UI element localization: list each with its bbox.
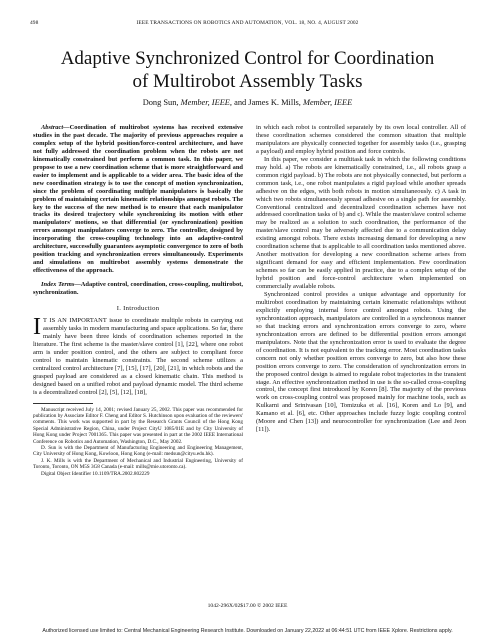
running-header: [30, 20, 465, 30]
author-2-title: Member, IEEE: [302, 98, 353, 107]
drop-cap: I: [33, 313, 41, 340]
abstract-label: Abstract—: [41, 124, 70, 131]
index-terms: [33, 281, 243, 297]
index-terms-label: Index Terms—: [41, 281, 81, 289]
right-paragraph-2: In this paper, we consider a multitask task in which the following conditions may hold. a) The robots are kinematically constrained, i.e., all robots grasp a common rigid payload. b) The robots are not physically connected, but perform a common task, i.e., one robot manipulates a rigid payload while another spreads adhesive on the edges, with both robots in motion simultaneously. c) A task in which two robots simultaneously spread adhesive on a single path for assembly. Conventional centralized and decentralized coordination schemes have not addressed coordination tasks of b) and c). While the master/slave control scheme may be realized as a solution to such coordination, the performance of the master/slave control may be adversely affected due to a communication delay existing amongst robots. There exists increasing demand for developing a new coordination scheme that is applicable to all coordination tasks mentioned above. Another motivation for developing a new coordination scheme arises from significant demand for easy and efficient implementation. Few coordination schemes so far can be easily applied in practice, due to a complex setup of the hybrid position and force-control architecture when implemented on commercially available robots.: [256, 155, 466, 291]
intro-paragraph: [33, 313, 243, 397]
license-notice: Authorized licensed use limited to: Central Mechanical Engineering Research Institute. Downloaded on January 22,2022 at 06:44:51 UTC from IEEE Xplore. Restrictions apply.: [42, 628, 453, 634]
index-terms-text: Adaptive control, coordination, cross-coupling, multirobot, synchronization.: [33, 281, 243, 297]
title-line-1: Adaptive Synchronized Control for Coordination: [60, 48, 435, 69]
author-2: and James K. Mills,: [234, 98, 301, 107]
page-number: 498: [30, 20, 39, 26]
title-line-2: of Multirobot Assembly Tasks: [132, 71, 363, 92]
footnotes: [33, 407, 243, 477]
intro-text: issue to coordinate multiple robots in carrying out assembly tasks in modern manufacturing and space applications. So far, there mainly have been three kinds of coordination schemes reported in the literature. The first scheme is the master/slave control [1], [22], where one robot arm is under position control, and the others are subject to compliant force control to maintain kinematic constraints. The second scheme utilizes a centralized control architecture [7], [15], [17], [20], [21], in which robots and the grasped payload are considered as a closed kinematic chain. This method is designed based on a unified robot and payload dynamic model. The third scheme is a decentralized control [2], [5], [12], [18],: [33, 316, 243, 396]
journal-header: IEEE TRANSACTIONS ON ROBOTICS AND AUTOMATION, VOL. 18, NO. 4, AUGUST 2002: [136, 20, 359, 26]
abstract: [33, 124, 243, 275]
footnote-manuscript: Manuscript received July 14, 2001; revised January 25, 2002. This paper was recommended for publication by Associate Editor F. Cheng and Editor S. Hutchinson upon evaluation of the reviewers' comments. This work was supported in part by the Research Grants Council of the Hong Kong Special Administrative Region, China, under Project CityU 1085/01E and by City University of Hong Kong under Project 7001365. This paper was presented in part at the 2002 IEEE International Conference on Robotics and Automation, Washington, D.C., May 2002.: [33, 406, 243, 445]
author-1: Dong Sun,: [142, 98, 179, 107]
abstract-text: Coordination of multirobot systems has received extensive studies in the past decade. The majority of previous approaches require a complex setup of the hybrid position/force-control architecture, and have not fully addressed the coordination problem when the robots are not kinematically constrained but perform a common task. In this paper, we propose to use a new coordination scheme that is more straightforward and easier to implement and is applicable to a wider area. The basic idea of the new coordination strategy is to use the concept of motion synchronization, since the problem of coordinating multiple manipulators is basically the problem of maintaining certain kinematic relationships amongst robots. The key to the success of the new method is to ensure that each manipulator tracks its desired trajectory while synchronizing its motion with other manipulators' motions, so that differential (or synchronization) position errors amongst manipulators converge to zero. The controller, designed by incorporating the cross-coupling technology into an adaptive-control architecture, successfully guarantees asymptotic convergence to zero of both position tracking and synchronization errors simultaneously. Experiments and simulations on multirobot assembly systems demonstrate the effectiveness of the approach.: [33, 124, 243, 275]
right-paragraph-1: in which each robot is controlled separately by its own local controller. All of these coordination schemes considered the common situation that multiple manipulators are physically connected together for assembly tasks (i.e., grasping a payload) and employ hybrid position and force controls.: [256, 124, 466, 155]
footnote-rule: [33, 403, 93, 404]
copyright-line: 1042-296X/02$17.00 © 2002 IEEE: [207, 603, 288, 609]
paper-title: [30, 47, 465, 93]
section-heading: I. Introduction: [116, 305, 160, 313]
footnote-author-1: D. Sun is with the Department of Manufacturing Engineering and Engineering Management, City University of Hong Kong, Kowloon, Hong Kong (e-mail: medsun@cityu.edu.hk).: [33, 444, 243, 458]
footnote-author-2: J. K. Mills is with the Department of Mechanical and Industrial Engineering, University of Toronto, Toronto, ON M5S 3G8 Canada (e-mail: mills@mie.utoronto.ca).: [33, 457, 243, 471]
right-column: [256, 124, 466, 434]
author-line: [30, 98, 465, 107]
right-paragraph-3: Synchronized control provides a unique advantage and opportunity for multirobot coordination by maintaining certain kinematic relationships without explicitly employing internal force control amongst robots. Using the synchronization approach, manipulators are controlled in a synchronous manner so that tracking errors and synchronization errors converge to zero, where synchronization errors are defined to be differential position errors amongst manipulators. Note that the synchronization error is used to evaluate the degree of coordination. It is not equivalent to the tracking error. Most coordination tasks concern not only whether position errors converge to zero, but also how these position errors converge to zero. The consideration of synchronization errors in the proposed control design is aimed to regulate robot trajectories in the transient stage. An effective synchronization method in use is the so-called cross-coupling control, the concept first introduced by Koren [8]. The majority of the previous work on cross-coupling control was proposed mainly for machine tools, such as Kulkarni and Srinivasan [10], Tomizuka et al. [16], Koren and Lo [9], and Kamano et al. [6], etc. Other approaches include fuzzy logic coupling control (Moore and Chen [13]) and neurocontroller for synchronization (Lee and Jeon [11]).: [256, 291, 466, 434]
author-1-title: Member, IEEE,: [180, 98, 233, 107]
left-column: [33, 124, 243, 477]
intro-lead: T IS AN IMPORTANT: [43, 316, 107, 324]
footnote-doi: Digital Object Identifier 10.1109/TRA.2002.802229: [41, 470, 150, 477]
